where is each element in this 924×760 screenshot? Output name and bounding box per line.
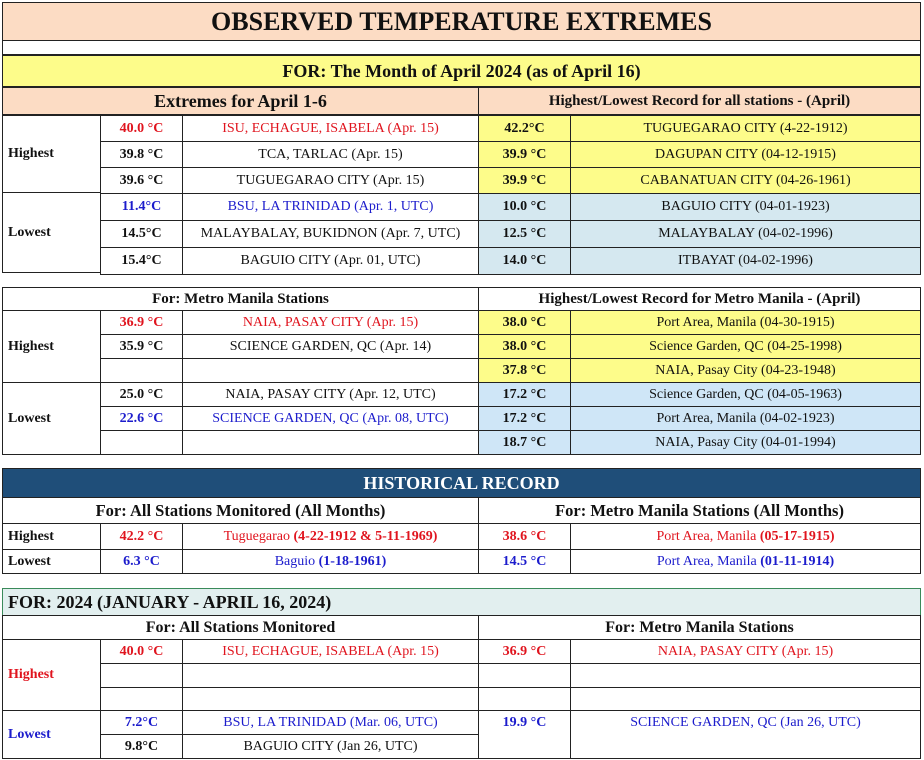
sec1-row-temp: 14.5°C xyxy=(100,220,183,248)
historical-mm-low-station-dates: (01-11-1914) xyxy=(760,553,835,569)
sec2-row-temp: 35.9 °C xyxy=(100,334,183,359)
historical-mm-low-station xyxy=(570,549,921,574)
year-high-temp: 40.0 °C xyxy=(100,639,183,664)
sec2-row-station: SCIENCE GARDEN, QC (Apr. 08, UTC) xyxy=(182,406,479,431)
year-lowest-label: Lowest xyxy=(2,710,101,759)
sec1-row-temp: 39.6 °C xyxy=(100,167,183,194)
sec1-row-record-temp: 14.0 °C xyxy=(478,247,571,275)
year-mm-low-temp: 19.9 °C xyxy=(478,710,571,759)
sec2-row-station: SCIENCE GARDEN, QC (Apr. 14) xyxy=(182,334,479,359)
sec1-row-temp: 40.0 °C xyxy=(100,115,183,142)
sec1-lowest-label: Lowest xyxy=(2,192,101,273)
year-high-station: ISU, ECHAGUE, ISABELA (Apr. 15) xyxy=(182,639,479,664)
year-low2-station: BAGUIO CITY (Jan 26, UTC) xyxy=(182,734,479,759)
historical-high-station-name: Tuguegarao xyxy=(223,528,290,544)
sec1-row-record-station: ITBAYAT (04-02-1996) xyxy=(570,247,921,275)
year-mm-high-temp: 36.9 °C xyxy=(478,639,571,664)
historical-mm-low-temp: 14.5 °C xyxy=(478,549,571,574)
sec1-row-record-station: TUGUEGARAO CITY (4-22-1912) xyxy=(570,115,921,142)
sec1-row-station: BSU, LA TRINIDAD (Apr. 1, UTC) xyxy=(182,193,479,221)
historical-low-station-name: Baguio xyxy=(274,553,316,569)
empty-cell xyxy=(100,663,183,688)
historical-mm-high-station-name: Port Area, Manila xyxy=(656,528,757,544)
historical-mm-low-station-name: Port Area, Manila xyxy=(656,553,757,569)
year-low1-station: BSU, LA TRINIDAD (Mar. 06, UTC) xyxy=(182,710,479,735)
historical-high-station-dates: (4-22-1912 & 5-11-1969) xyxy=(293,528,438,544)
sec1-row-record-temp: 39.9 °C xyxy=(478,167,571,194)
sec2-lowest-label: Lowest xyxy=(2,382,101,455)
historical-low-station xyxy=(182,549,479,574)
sec1-row-record-temp: 39.9 °C xyxy=(478,141,571,168)
sec1-highest-label: Highest xyxy=(2,115,101,193)
historical-right-header: For: Metro Manila Stations (All Months) xyxy=(478,497,921,524)
sec1-row-station: TUGUEGARAO CITY (Apr. 15) xyxy=(182,167,479,194)
sec1-left-header: Extremes for April 1-6 xyxy=(2,87,479,115)
historical-mm-high-station-dates: (05-17-1915) xyxy=(759,528,835,544)
sec2-row-record-temp: 37.8 °C xyxy=(478,358,571,383)
sec2-left-header: For: Metro Manila Stations xyxy=(2,287,479,311)
sec2-highest-label: Highest xyxy=(2,310,101,383)
sec1-row-record-station: MALAYBALAY (04-02-1996) xyxy=(570,220,921,248)
year-low1-temp: 7.2°C xyxy=(100,710,183,735)
sec1-row-record-station: BAGUIO CITY (04-01-1923) xyxy=(570,193,921,221)
sec2-row-temp: 22.6 °C xyxy=(100,406,183,431)
sec2-row-record-temp: 17.2 °C xyxy=(478,382,571,407)
historical-title: HISTORICAL RECORD xyxy=(2,468,921,498)
sec2-row-station: NAIA, PASAY CITY (Apr. 12, UTC) xyxy=(182,382,479,407)
sec1-row-record-station: CABANATUAN CITY (04-26-1961) xyxy=(570,167,921,194)
year-title: FOR: 2024 (JANUARY - APRIL 16, 2024) xyxy=(2,588,921,616)
sec2-row-record-temp: 17.2 °C xyxy=(478,406,571,431)
empty-cell xyxy=(100,687,183,711)
historical-highest-label: Highest xyxy=(2,523,101,550)
sec2-row-station xyxy=(182,430,479,455)
sec1-row-temp: 39.8 °C xyxy=(100,141,183,168)
historical-high-temp: 42.2 °C xyxy=(100,523,183,550)
year-left-header: For: All Stations Monitored xyxy=(2,615,479,640)
spacer-row xyxy=(2,40,921,55)
year-right-header: For: Metro Manila Stations xyxy=(478,615,921,640)
historical-low-station-dates: (1-18-1961) xyxy=(318,553,387,569)
empty-cell xyxy=(182,687,479,711)
year-highest-label: Highest xyxy=(2,639,101,711)
year-low2-temp: 9.8°C xyxy=(100,734,183,759)
year-mm-high-station: NAIA, PASAY CITY (Apr. 15) xyxy=(570,639,921,664)
sec1-row-station: MALAYBALAY, BUKIDNON (Apr. 7, UTC) xyxy=(182,220,479,248)
sec2-row-record-temp: 38.0 °C xyxy=(478,334,571,359)
sec2-row-record-station: NAIA, Pasay City (04-01-1994) xyxy=(570,430,921,455)
sec2-right-header: Highest/Lowest Record for Metro Manila - (April) xyxy=(478,287,921,311)
historical-high-station xyxy=(182,523,479,550)
sec2-row-station xyxy=(182,358,479,383)
sec2-row-record-station: Port Area, Manila (04-30-1915) xyxy=(570,310,921,335)
sec1-row-temp: 11.4°C xyxy=(100,193,183,221)
sec1-row-record-station: DAGUPAN CITY (04-12-1915) xyxy=(570,141,921,168)
historical-lowest-label: Lowest xyxy=(2,549,101,574)
historical-left-header: For: All Stations Monitored (All Months) xyxy=(2,497,479,524)
sec2-row-temp xyxy=(100,430,183,455)
sec1-row-record-temp: 12.5 °C xyxy=(478,220,571,248)
sec2-row-record-temp: 18.7 °C xyxy=(478,430,571,455)
sec2-row-record-station: Port Area, Manila (04-02-1923) xyxy=(570,406,921,431)
sec2-row-temp: 36.9 °C xyxy=(100,310,183,335)
sec2-row-temp xyxy=(100,358,183,383)
sec1-row-record-temp: 10.0 °C xyxy=(478,193,571,221)
empty-cell xyxy=(182,663,479,688)
empty-cell xyxy=(570,663,921,688)
month-banner: FOR: The Month of April 2024 (as of April 16) xyxy=(2,55,921,87)
year-mm-low-station: SCIENCE GARDEN, QC (Jan 26, UTC) xyxy=(570,710,921,759)
sec1-row-station: ISU, ECHAGUE, ISABELA (Apr. 15) xyxy=(182,115,479,142)
sec2-row-record-station: NAIA, Pasay City (04-23-1948) xyxy=(570,358,921,383)
historical-low-temp: 6.3 °C xyxy=(100,549,183,574)
page-title: OBSERVED TEMPERATURE EXTREMES xyxy=(2,2,921,41)
historical-mm-high-station xyxy=(570,523,921,550)
sec1-right-header: Highest/Lowest Record for all stations - (April) xyxy=(478,87,921,115)
sec1-row-station: TCA, TARLAC (Apr. 15) xyxy=(182,141,479,168)
sec1-row-record-temp: 42.2°C xyxy=(478,115,571,142)
sec1-row-station: BAGUIO CITY (Apr. 01, UTC) xyxy=(182,247,479,275)
sec2-row-temp: 25.0 °C xyxy=(100,382,183,407)
empty-cell xyxy=(478,663,571,688)
sec2-row-record-station: Science Garden, QC (04-25-1998) xyxy=(570,334,921,359)
sec2-row-record-station: Science Garden, QC (04-05-1963) xyxy=(570,382,921,407)
sec2-row-record-temp: 38.0 °C xyxy=(478,310,571,335)
sec1-row-temp: 15.4°C xyxy=(100,247,183,275)
empty-cell xyxy=(478,687,571,711)
sec2-row-station: NAIA, PASAY CITY (Apr. 15) xyxy=(182,310,479,335)
empty-cell xyxy=(570,687,921,711)
historical-mm-high-temp: 38.6 °C xyxy=(478,523,571,550)
